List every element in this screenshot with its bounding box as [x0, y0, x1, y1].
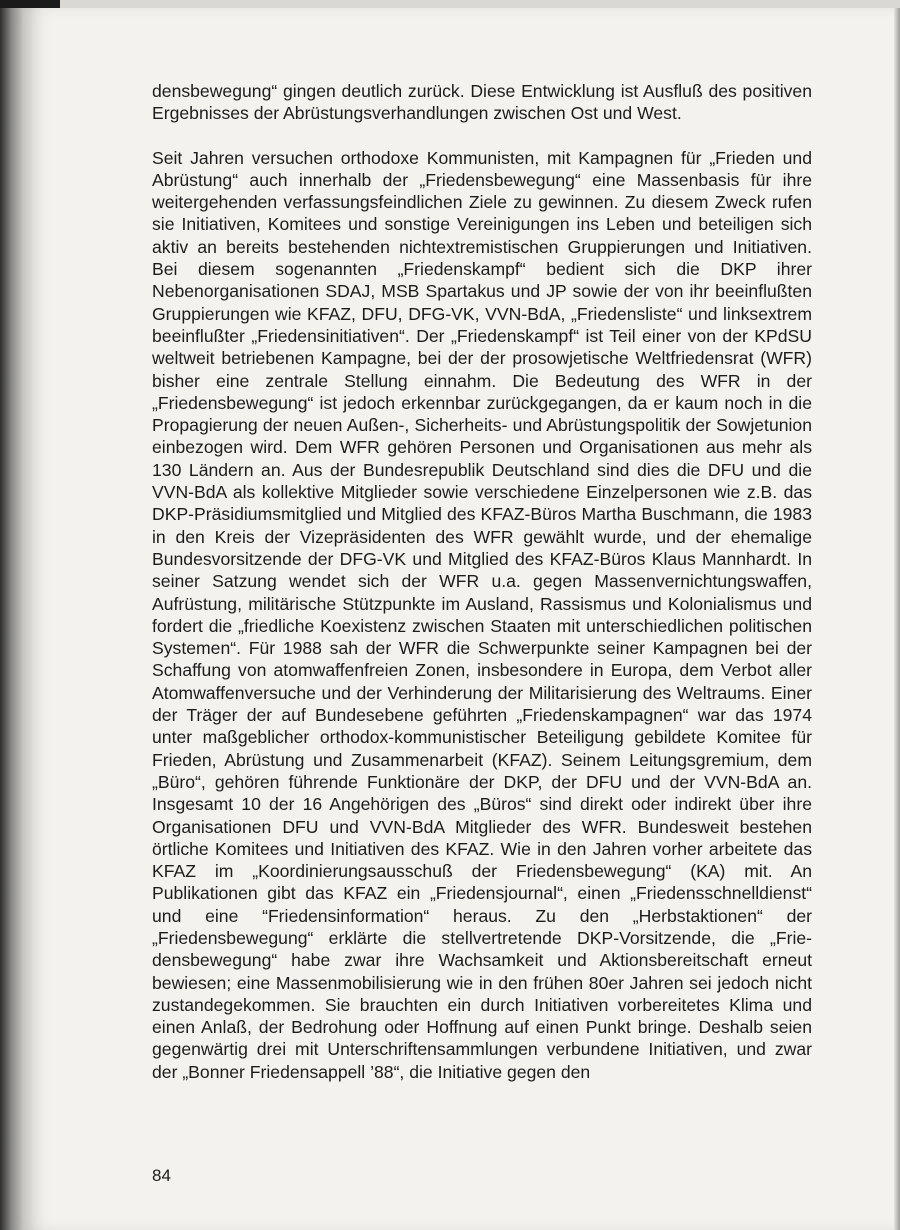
body-text — [152, 80, 812, 1083]
page-number: 84 — [152, 1166, 171, 1185]
paragraph-continuation: densbewegung“ gingen deutlich zurück. Diese Entwicklung ist Ausfluß des positiven Ergebnisses der Abrüstungsverhandlungen zwischen Ost und West. — [152, 81, 812, 124]
paragraph-main: Seit Jahren versuchen orthodoxe Kommunisten, mit Kampagnen für „Frieden und Abrüstung“ auch innerhalb der „Friedensbewegung“ eine Massenbasis für ihre weitergehenden verfassungsfeindlichen Ziele zu gewinnen. Zu diesem Zweck rufen sie Initiativen, Komitees und sonstige Vereinigungen ins Leben und beteiligen sich aktiv an bereits bestehenden nichtextremistischen Gruppierungen und Initiativen. Bei diesem sogenannten „Friedenskampf“ bedient sich die DKP ihrer Nebenorganisationen SDAJ, MSB Spartakus und JP sowie der von ihr beeinflußten Gruppierungen wie KFAZ, DFU, DFG-VK, VVN-BdA, „Friedensliste“ und linksextrem beeinflußter „Friedensinitiativen“. Der „Friedenskampf“ ist Teil einer von der KPdSU weltweit betriebenen Kampagne, bei der der prosowjetische Weltfriedensrat (WFR) bisher eine zentrale Stellung einnahm. Die Bedeutung des WFR in der „Friedensbewegung“ ist jedoch erkennbar zurückgegangen, da er kaum noch in die Propagierung der neuen Außen-, Sicherheits- und Abrüstungspolitik der Sowjetunion einbezogen wird. Dem WFR gehören Personen und Organisationen aus mehr als 130 Ländern an. Aus der Bundesrepublik Deutschland sind dies die DFU und die VVN-BdA als kollektive Mitglieder sowie verschiedene Einzelpersonen wie z.B. das DKP-Präsidiumsmitglied und Mitglied des KFAZ-Büros Martha Buschmann, die 1983 in den Kreis der Vizepräsidenten des WFR gewählt wurde, und der ehemalige Bundesvorsitzende der DFG-VK und Mitglied des KFAZ-Büros Klaus Mannhardt. In seiner Satzung wendet sich der WFR u.a. gegen Massenvernichtungswaffen, Aufrüstung, militärische Stützpunkte im Ausland, Rassismus und Kolonialismus und fordert die „friedliche Koexistenz zwischen Staaten mit unterschiedlichen politischen Systemen“. Für 1988 sah der WFR die Schwerpunkte seiner Kampagnen bei der Schaffung von atomwaffenfreien Zonen, insbesondere in Europa, dem Verbot aller Atomwaffenversuche und der Verhinderung der Militarisierung des Weltraums. Einer der Träger der auf Bundesebene geführten „Friedenskampagnen“ war das 1974 unter maßgeblicher orthodox-kommunistischer Beteiligung gebildete Komitee für Frieden, Abrüstung und Zusammenarbeit (KFAZ). Seinem Leitungsgremium, dem „Büro“, gehören führende Funktionäre der DKP, der DFU und der VVN-BdA an. Insgesamt 10 der 16 Angehörigen des „Büros“ sind direkt oder indirekt über ihre Organisationen DFU und VVN-BdA Mitglieder des WFR. Bundesweit bestehen örtliche Komitees und Initiativen des KFAZ. Wie in den Jahren vorher arbeitete das KFAZ im „Koordinierungsausschuß der Friedensbewegung“ (KA) mit. An Publikationen gibt das KFAZ ein „Friedensjournal“, einen „Friedensschnelldienst“ und eine “Friedensinformation“ heraus. Zu den „Herbstaktionen“ der „Friedensbewegung“ erklärte die stellvertretende DKP-Vorsitzende, die „Friedensbewegung“ habe zwar ihre Wachsamkeit und Aktionsbereitschaft erneut bewiesen; eine Massenmobilisierung wie in den frühen 80er Jahren sei jedoch nicht zustandegekommen. Sie brauchten ein durch Initiativen vorbereitetes Klima und einen Anlaß, der Bedrohung oder Hoffnung auf einen Punkt bringe. Deshalb seien gegenwärtig drei mit Unterschriftensammlungen verbundene Initiativen, und zwar der „Bonner Friedensappell ’88“, die Initiative gegen den — [152, 147, 812, 1082]
page-right-edge — [894, 8, 900, 1230]
